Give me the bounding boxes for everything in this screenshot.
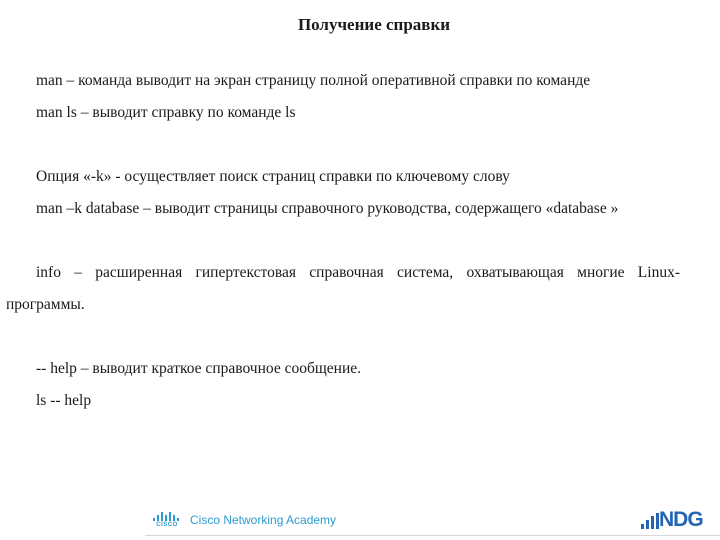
slide-content: [6, 65, 680, 417]
spacer: [6, 321, 680, 353]
cisco-wordmark: CISCO: [156, 522, 178, 528]
paragraph-man: man – команда выводит на экран страницу полной оперативной справки по команде: [36, 72, 591, 89]
paragraph-man-ls: man ls – выводит справку по команде ls: [36, 104, 296, 121]
paragraph-help: -- help – выводит краткое справочное сообщение.: [36, 360, 362, 377]
spacer: [6, 129, 680, 161]
academy-label: Cisco Networking Academy: [190, 513, 337, 527]
slide-title: Получение справки: [297, 15, 451, 34]
ndg-bars-icon: [641, 513, 659, 529]
ndg-logo: NDG: [659, 508, 703, 531]
paragraph-ls-help: ls -- help: [36, 392, 92, 409]
cisco-logo-icon: [152, 510, 182, 530]
paragraph-man-k-database: man –k database – выводит страницы справочного руководства, содержащего «database »: [36, 200, 619, 217]
paragraph-info: info – расширенная гипертекстовая справочная система, охватывающая многие Linux-программы.: [6, 264, 680, 313]
spacer: [6, 225, 680, 257]
paragraph-option-k: Опция «-k» - осуществляет поиск страниц справки по ключевому слову: [36, 168, 510, 185]
footer-divider: [145, 535, 720, 536]
